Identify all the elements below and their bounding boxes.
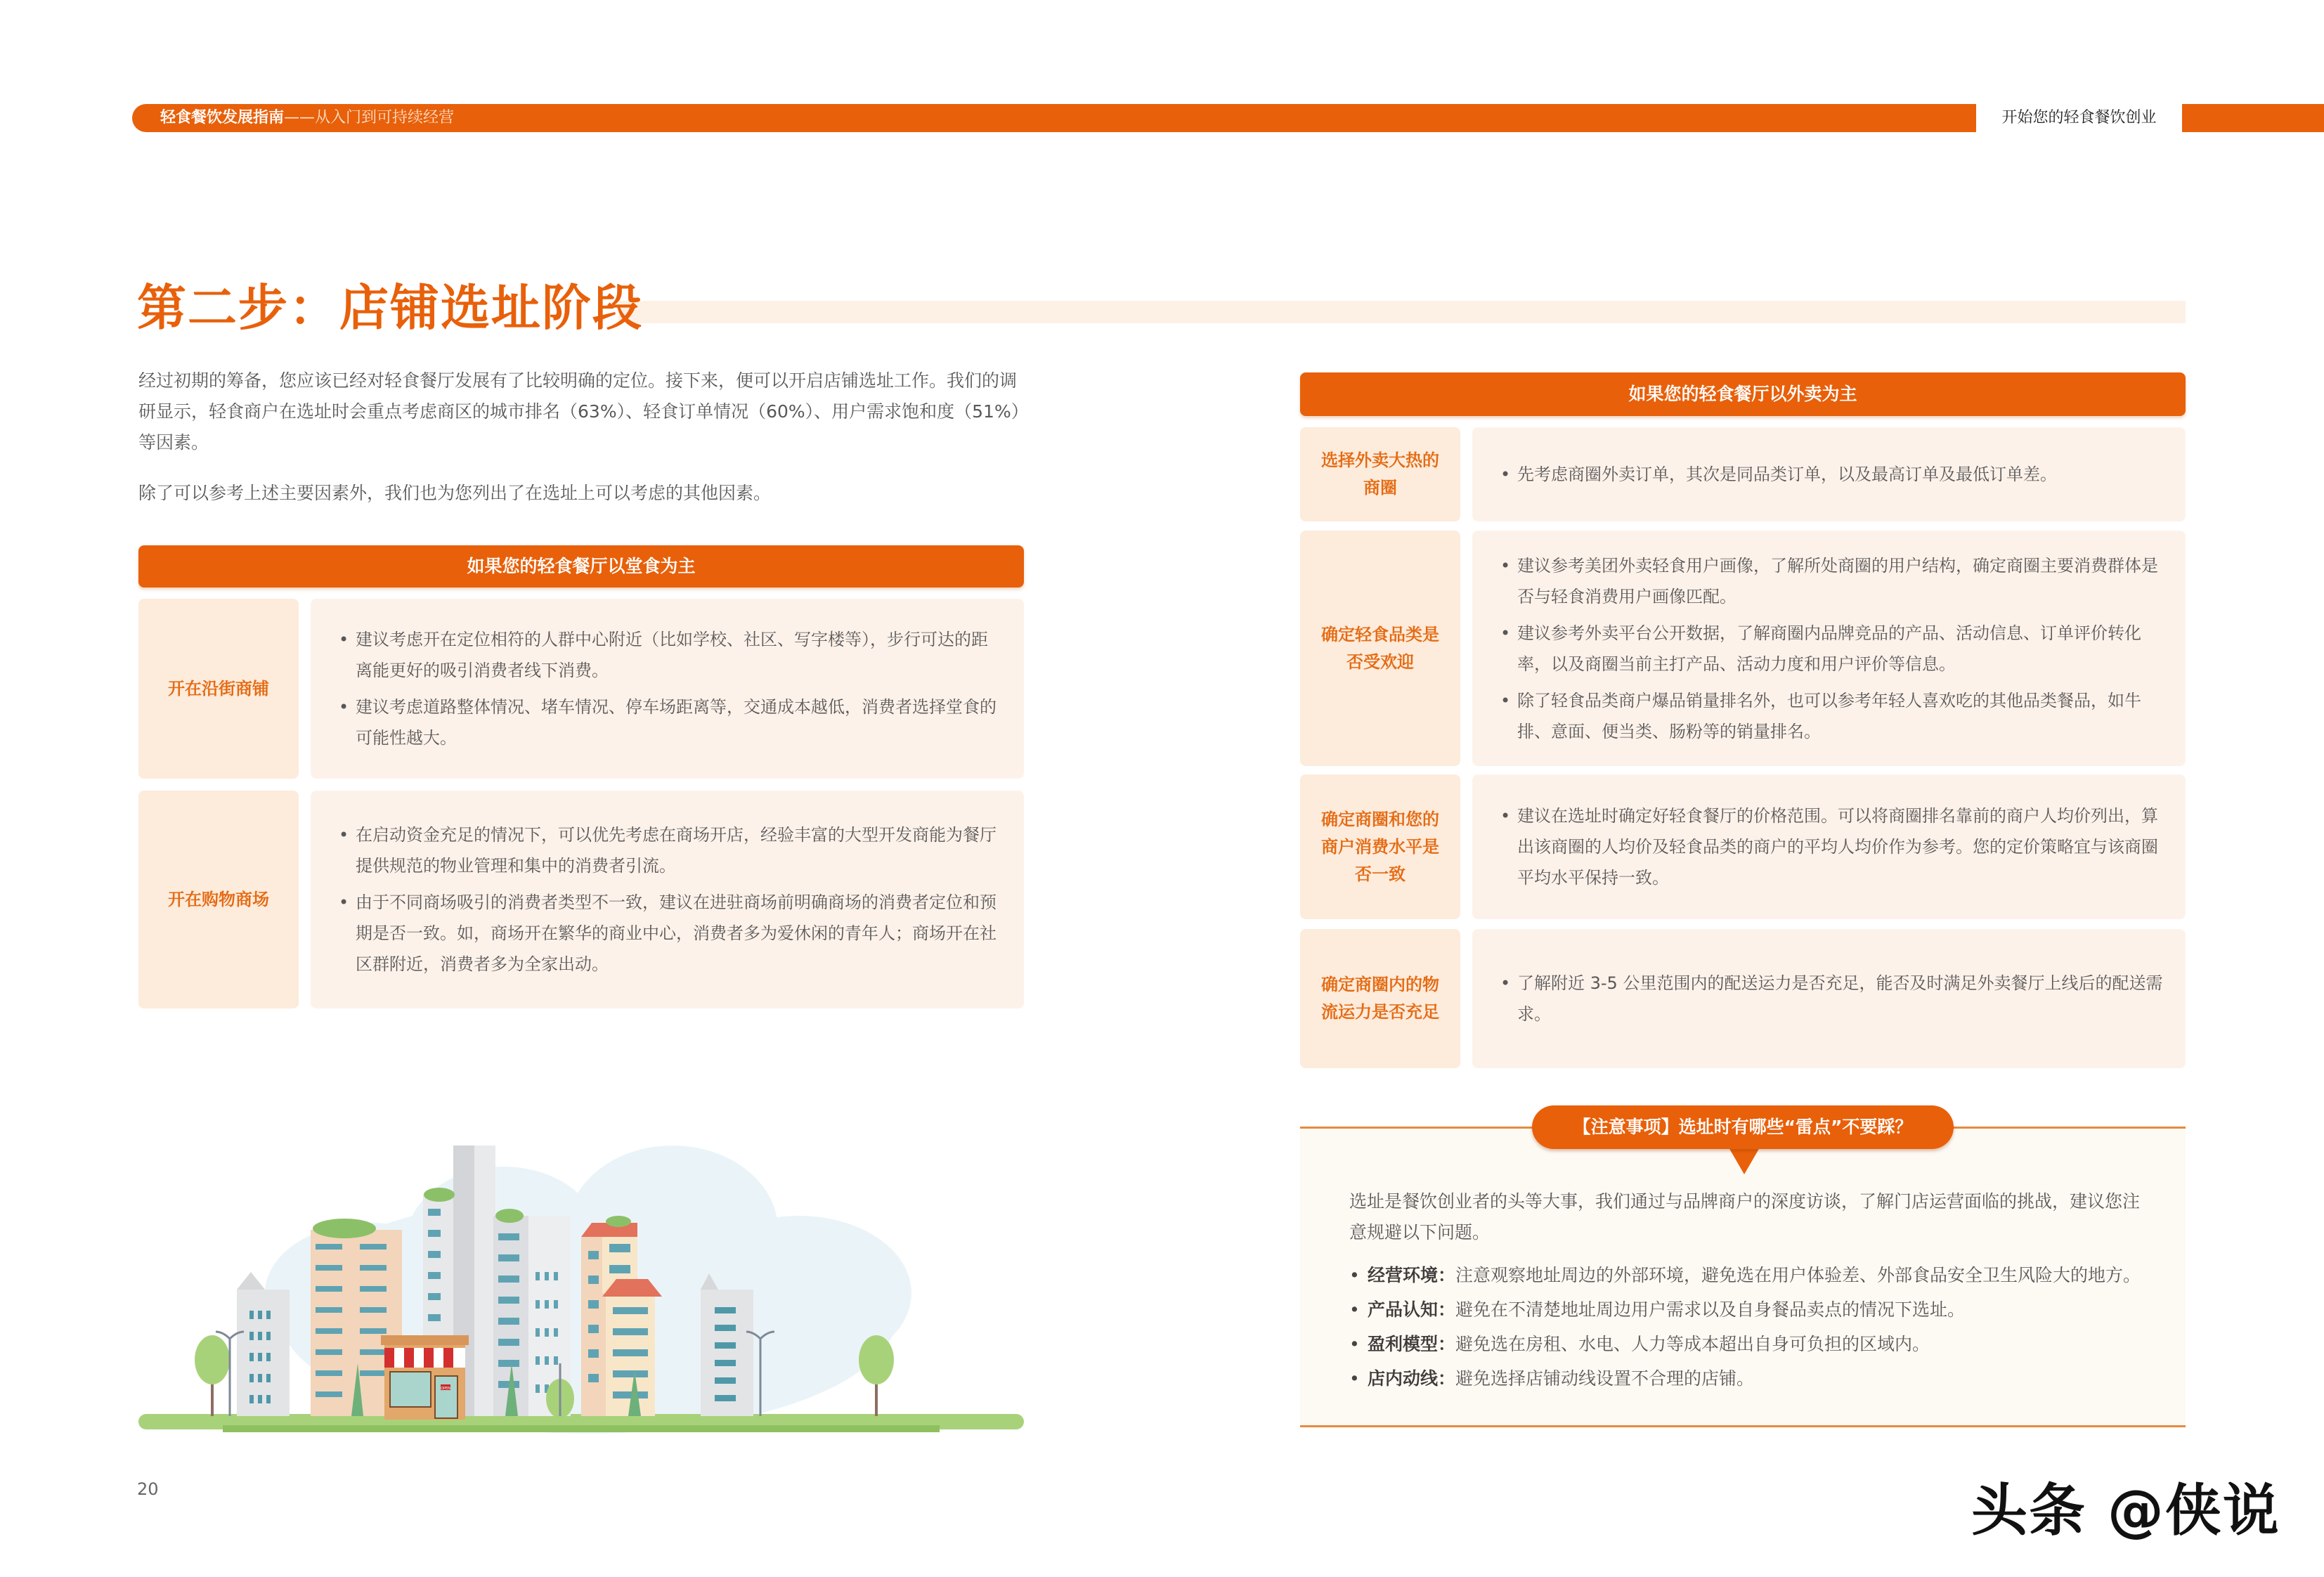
watermark: 头条 @侠说 [1971, 1478, 2280, 1543]
notes-item [1349, 1258, 2164, 1292]
dine-in-row-content [311, 599, 1024, 779]
notes-item [1349, 1327, 2164, 1361]
svg-text:OPEN: OPEN [441, 1387, 450, 1391]
chapter-label: 开始您的轻食餐饮创业 [2001, 109, 2157, 126]
bullet-item: • 建议在选址时确定好轻食餐厅的价格范围。可以将商圈排名靠前的商户人均价列出，算出该商圈的人均价及轻食品类的商户的平均人均价作为参考。您的定价策略宜与该商圈平均水平保持一致。 [1500, 800, 2164, 893]
delivery-row-label: 选择外卖大热的商圈 [1300, 427, 1460, 521]
running-header-bar-right [2182, 104, 2324, 132]
delivery-row-content [1472, 774, 2186, 919]
notes-badge: 【注意事项】选址时有哪些“雷点”不要踩？ [1532, 1105, 1954, 1149]
dine-in-section-header: 如果您的轻食餐厅以堂食为主 [138, 545, 1024, 588]
storefront [381, 1335, 469, 1420]
bullet-item: • 了解附近 3-5 公里范围内的配送运力是否充足，能否及时满足外卖餐厅上线后的配送需求。 [1500, 968, 2164, 1030]
running-header-bar [132, 104, 1976, 132]
notes-item-term: 产品认知： [1368, 1299, 1456, 1320]
notes-item-term: 店内动线： [1368, 1368, 1456, 1389]
notes-list [1349, 1258, 2164, 1396]
intro-paragraph-2: 除了可以参考上述主要因素外，我们也为您列出了在选址上可以考虑的其他因素。 [138, 483, 772, 503]
title-underline-band [618, 301, 2186, 323]
notes-item [1349, 1292, 2164, 1327]
delivery-row-label: 确定轻食品类是否受欢迎 [1300, 531, 1460, 766]
delivery-row-label: 确定商圈内的物流运力是否充足 [1300, 929, 1460, 1068]
delivery-row-content [1472, 929, 2186, 1068]
delivery-row-content [1472, 427, 2186, 521]
city-storefront-illustration [138, 1138, 1024, 1434]
notes-badge-pointer [1729, 1148, 1760, 1174]
bullet-item: • 建议考虑道路整体情况、堵车情况、停车场距离等，交通成本越低，消费者选择堂食的可能性越大。 [339, 692, 1003, 753]
notes-item [1349, 1361, 2164, 1396]
notes-item-text: 避免选择店铺动线设置不合理的店铺。 [1455, 1368, 1755, 1389]
guide-title-bold: 轻食餐饮发展指南 [160, 109, 285, 126]
bullet-item: • 由于不同商场吸引的消费者类型不一致，建议在进驻商场前明确商场的消费者定位和预期是否一致。如，商场开在繁华的商业中心，消费者多为爱休闲的青年人；商场开在社区群附近，消费者多为全家出动。 [339, 887, 1003, 980]
bullet-item: • 建议考虑开在定位相符的人群中心附近（比如学校、社区、写字楼等），步行可达的距离能更好的吸引消费者线下消费。 [339, 624, 1003, 686]
guide-title [160, 104, 454, 132]
dine-in-row-content [311, 791, 1024, 1008]
delivery-row-label: 确定商圈和您的商户消费水平是否一致 [1300, 774, 1460, 919]
dine-in-row-label: 开在沿街商铺 [138, 599, 299, 779]
guide-title-subtitle: ——从入门到可持续经营 [284, 109, 455, 126]
notes-item-text: 避免在不清楚地址周边用户需求以及自身餐品卖点的情况下选址。 [1455, 1299, 1966, 1320]
bullet-item: • 在启动资金充足的情况下，可以优先考虑在商场开店，经验丰富的大型开发商能为餐厅提供规范的物业管理和集中的消费者引流。 [339, 819, 1003, 881]
delivery-row-content [1472, 531, 2186, 766]
notes-intro: 选址是餐饮创业者的头等大事，我们通过与品牌商户的深度访谈，了解门店运营面临的挑战，建议您注意规避以下问题。 [1349, 1191, 2141, 1242]
dine-in-row-label: 开在购物商场 [138, 791, 299, 1008]
bullet-item: • 建议参考外卖平台公开数据，了解商圈内品牌竞品的产品、活动信息、订单评价转化率，以及商圈当前主打产品、活动力度和用户评价等信息。 [1500, 618, 2164, 680]
bullet-item: • 除了轻食品类商户爆品销量排名外，也可以参考年轻人喜欢吃的其他品类餐品，如牛排、意面、便当类、肠粉等的销量排名。 [1500, 685, 2164, 747]
bullet-item: • 先考虑商圈外卖订单，其次是同品类订单，以及最高订单及最低订单差。 [1500, 459, 2164, 490]
page-title: 第二步：店铺选址阶段 [137, 279, 643, 337]
delivery-section-header: 如果您的轻食餐厅以外卖为主 [1300, 372, 2186, 416]
notes-item-text: 避免选在房租、水电、人力等成本超出自身可负担的区域内。 [1455, 1334, 1930, 1354]
notes-item-term: 经营环境： [1368, 1265, 1456, 1285]
notes-item-text: 注意观察地址周边的外部环境，避免选在用户体验差、外部食品安全卫生风险大的地方。 [1455, 1265, 2141, 1285]
notes-bottom-rule [1300, 1425, 2186, 1427]
intro-paragraph-1: 经过初期的筹备，您应该已经对轻食餐厅发展有了比较明确的定位。接下来，便可以开启店铺选址工作。我们的调研显示，轻食商户在选址时会重点考虑商区的城市排名（63%）、轻食订单情况（60%）、用户需求饱和度（51%）等因素。 [138, 370, 1029, 453]
notes-item-term: 盈利模型： [1368, 1334, 1456, 1354]
page-number: 20 [137, 1479, 159, 1499]
bullet-item: • 建议参考美团外卖轻食用户画像，了解所处商圈的用户结构，确定商圈主要消费群体是否与轻食消费用户画像匹配。 [1500, 550, 2164, 612]
